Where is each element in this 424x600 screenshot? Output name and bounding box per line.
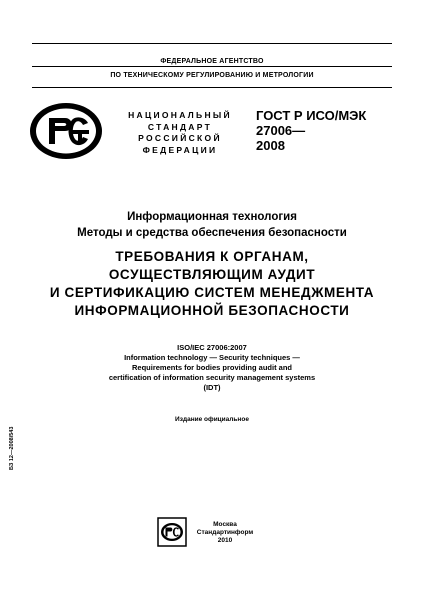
standard-designation [256, 108, 366, 153]
national-standard-line4: ФЕДЕРАЦИИ [142, 144, 218, 155]
agency-name-line1: ФЕДЕРАЛЬНОЕ АГЕНТСТВО [160, 58, 264, 65]
subtitle-line1: Информационная технология [127, 211, 297, 223]
middle-rule [32, 66, 392, 67]
top-rule [32, 43, 392, 44]
publication-year: 2010 [217, 537, 233, 544]
national-standard-label [118, 110, 242, 156]
iso-reference-line4: certification of information security management systems [108, 373, 316, 382]
gost-r-certification-mark-icon [28, 101, 104, 161]
national-standard-line3: РОССИЙСКОЙ [138, 133, 222, 143]
designation-line2: 27006— [256, 123, 306, 138]
iso-reference-line2: Information technology — Security techniques — [124, 353, 300, 362]
main-title-line4: ИНФОРМАЦИОННОЙ БЕЗОПАСНОСТИ [74, 303, 350, 318]
edition-label: Издание официальное [175, 416, 249, 423]
iso-reference-line1: ISO/IEC 27006:2007 [177, 343, 247, 352]
main-title-line3: И СЕРТИФИКАЦИЮ СИСТЕМ МЕНЕДЖМЕНТА [49, 285, 375, 300]
publisher-city: Москва [213, 521, 237, 528]
main-title-line2: ОСУЩЕСТВЛЯЮЩИМ АУДИТ [108, 267, 316, 282]
side-code: БЗ 12—2008/543 [9, 426, 15, 470]
iso-reference-line3: Requirements for bodies providing audit and [131, 363, 292, 372]
designation-line1: ГОСТ Р ИСО/МЭК [256, 108, 367, 123]
iso-reference-line5: (IDT) [203, 383, 221, 392]
main-title-line1: ТРЕБОВАНИЯ К ОРГАНАМ, [115, 249, 309, 264]
standartinform-logo-icon [157, 517, 187, 547]
publisher-name: Стандартинформ [196, 529, 254, 536]
bottom-rule [32, 87, 392, 88]
designation-line3: 2008 [256, 138, 285, 153]
national-standard-line1: НАЦИОНАЛЬНЫЙ [128, 110, 232, 120]
subtitle-line2: Методы и средства обеспечения безопасности [77, 227, 347, 239]
national-standard-line2: СТАНДАРТ [147, 121, 213, 132]
agency-name-line2: ПО ТЕХНИЧЕСКОМУ РЕГУЛИРОВАНИЮ И МЕТРОЛОГИИ [110, 72, 314, 79]
